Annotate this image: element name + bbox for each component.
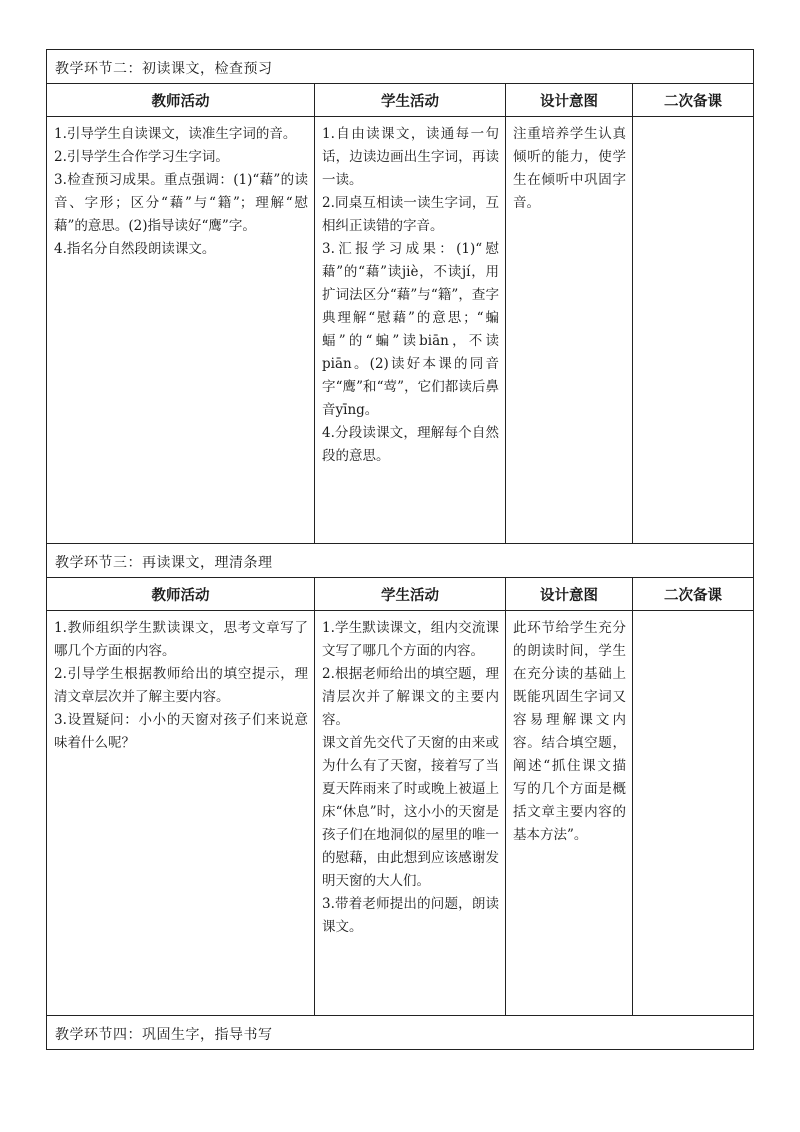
section-title: 教学环节四：巩固生字，指导书写: [47, 1016, 754, 1050]
section-title-row: [47, 1016, 754, 1050]
list-item: 1.教师组织学生默读课文，思考文章写了哪几个方面的内容。: [54, 620, 308, 659]
header-student-activity: 学生活动: [315, 578, 506, 611]
list-item: 3.汇报学习成果：(1)“慰藉”的“藉”读jiè，不读jí，用扩词法区分“藉”与“籍”，查字典理解“慰藉”的意思；“蝙蝠”的“蝙”读biān，不读piān。(2)读好本课的同音字“鹰”和“莺”，它们都读后鼻音yīng。: [322, 241, 499, 418]
section-title: 教学环节二：初读课文，检查预习: [47, 50, 754, 84]
lesson-plan-table: [46, 49, 754, 1050]
section-title-row: [47, 544, 754, 578]
header-design-intent: 设计意图: [506, 84, 633, 117]
list-item: 3.带着老师提出的问题，朗读课文。: [322, 896, 499, 935]
list-item: 4.指名分自然段朗读课文。: [54, 241, 216, 257]
header-second-prep: 二次备课: [633, 84, 754, 117]
list-item: 2.引导学生合作学习生字词。: [54, 149, 229, 165]
second-prep-cell[interactable]: [633, 611, 754, 1016]
student-activity-cell: [315, 611, 506, 1016]
design-intent-cell: [506, 611, 633, 1016]
content-row: [47, 611, 754, 1016]
section-title-row: [47, 50, 754, 84]
list-item: 1.自由读课文，读通每一句话，边读边画出生字词，再读一读。: [322, 126, 499, 188]
content-row: [47, 117, 754, 544]
design-intent-cell: [506, 117, 633, 544]
list-item: 2.引导学生根据教师给出的填空提示，理清文章层次并了解主要内容。: [54, 666, 308, 705]
header-teacher-activity: 教师活动: [47, 84, 315, 117]
list-item: 注重培养学生认真倾听的能力，使学生在倾听中巩固字音。: [513, 126, 626, 211]
second-prep-cell[interactable]: [633, 117, 754, 544]
teacher-activity-cell: [47, 611, 315, 1016]
header-design-intent: 设计意图: [506, 578, 633, 611]
list-item: 3.设置疑问：小小的天窗对孩子们来说意味着什么呢？: [54, 712, 308, 751]
teacher-activity-cell: [47, 117, 315, 544]
list-item: 3.检查预习成果。重点强调：(1)“藉”的读音、字形；区分“藉”与“籍”；理解“慰藉”的意思。(2)指导读好“鹰”字。: [54, 172, 308, 234]
header-student-activity: 学生活动: [315, 84, 506, 117]
header-row: [47, 578, 754, 611]
list-item: 课文首先交代了天窗的由来或为什么有了天窗，接着写了当夏天阵雨来了时或晚上被逼上床“休息”时，这小小的天窗是孩子们在地洞似的屋里的唯一的慰藉，由此想到应该感谢发明天窗的大人们。: [322, 735, 499, 889]
list-item: 1.引导学生自读课文，读准生字词的音。: [54, 126, 297, 142]
list-item: 2.根据老师给出的填空题，理清层次并了解课文的主要内容。: [322, 666, 499, 728]
list-item: 4.分段读课文，理解每个自然段的意思。: [322, 425, 499, 464]
header-second-prep: 二次备课: [633, 578, 754, 611]
list-item: 1.学生默读课文，组内交流课文写了哪几个方面的内容。: [322, 620, 499, 659]
student-activity-cell: [315, 117, 506, 544]
list-item: 2.同桌互相读一读生字词，互相纠正读错的字音。: [322, 195, 499, 234]
header-teacher-activity: 教师活动: [47, 578, 315, 611]
header-row: [47, 84, 754, 117]
list-item: 此环节给学生充分的朗读时间，学生在充分读的基础上既能巩固生字词又容易理解课文内容。结合填空题，阐述“抓住课文描写的几个方面是概括文章主要内容的基本方法”。: [513, 620, 626, 843]
section-title: 教学环节三：再读课文，理清条理: [47, 544, 754, 578]
